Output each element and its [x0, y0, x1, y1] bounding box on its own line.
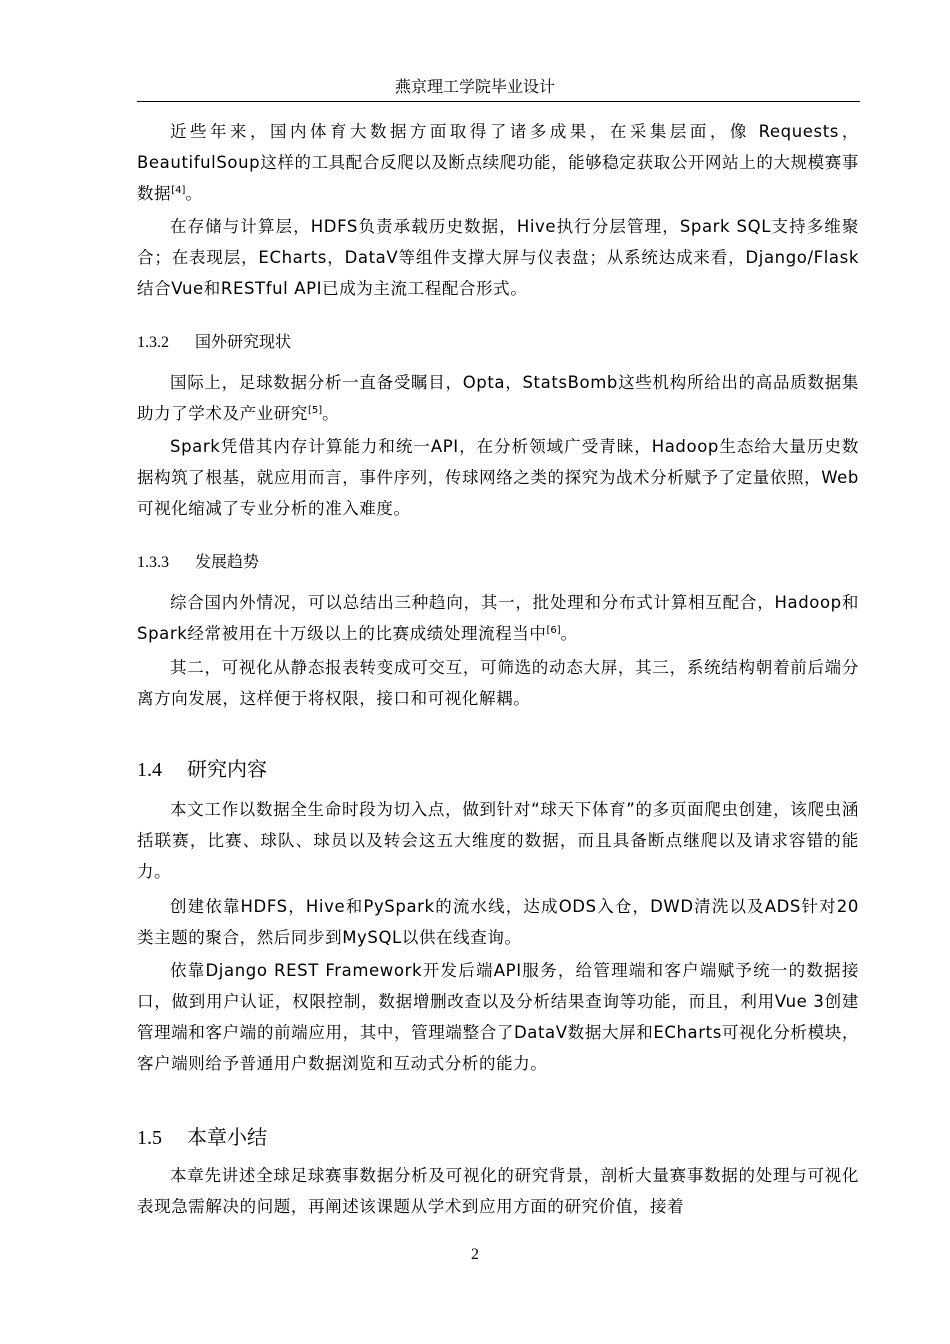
header-rule [137, 101, 860, 102]
page-number: 2 [471, 1246, 479, 1263]
running-header: 燕京理工学院毕业设计 [394, 77, 555, 96]
citation-6: [6] [546, 625, 561, 636]
paragraph-trends-visual: 其二，可视化从静态报表转变成可交互，可筛选的动态大屏，其三，系统结构朝着前后端分离方向发展，这样便于将权限，接口和可视化解耦。 [137, 658, 859, 708]
citation-4: [4] [171, 185, 186, 196]
section-heading-1-3-3: 1.3.3 发展趋势 [137, 552, 260, 571]
paragraph-chapter-summary: 本章先讲述全球足球赛事数据分析及可视化的研究背景，剖析大量赛事数据的处理与可视化表现急需解决的问题，再阐述该课题从学术到应用方面的研究价值，接着 [137, 1166, 859, 1216]
paragraph-domestic-collection: 近些年来，国内体育大数据方面取得了诸多成果，在采集层面，像 Requests，BeautifulSoup这样的工具配合反爬以及断点续爬功能，能够稳定获取公开网站上的大规模赛事数据[4]。 [137, 122, 859, 203]
paragraph-research-pipeline: 创建依靠HDFS，Hive和PySpark的流水线，达成ODS入仓，DWD清洗以及ADS针对20类主题的聚合，然后同步到MySQL以供在线查询。 [137, 897, 859, 947]
paragraph-trends-batch: 综合国内外情况，可以总结出三种趋向，其一，批处理和分布式计算相互配合，Hadoop和Spark经常被用在十万级以上的比赛成绩处理流程当中[6]。 [137, 593, 859, 643]
paragraph-domestic-storage: 在存储与计算层，HDFS负责承载历史数据，Hive执行分层管理，Spark SQL支持多维聚合；在表现层，ECharts，DataV等组件支撑大屏与仪表盘；从系统达成来看，Django/Flask结合Vue和RESTful API已成为主流工程配合形式。 [137, 217, 859, 298]
section-heading-1-5: 1.5 本章小结 [137, 1125, 267, 1149]
paragraph-research-crawler: 本文工作以数据全生命时段为切入点，做到针对“球天下体育”的多页面爬虫创建，该爬虫涵括联赛，比赛、球队、球员以及转会这五大维度的数据，而且具备断点继爬以及请求容错的能力。 [137, 800, 859, 881]
citation-5: [5] [308, 405, 323, 416]
paragraph-research-backend: 依靠Django REST Framework开发后端API服务，给管理端和客户端赋予统一的数据接口，做到用户认证，权限控制，数据增删改查以及分析结果查询等功能，而且，利用Vue 3创建管理端和客户端的前端应用，其中，管理端整合了DataV数据大屏和ECharts可视化分析模块，客户端则给予普通用户数据浏览和互动式分析的能力。 [137, 961, 859, 1073]
paragraph-foreign-spark: Spark凭借其内存计算能力和统一API，在分析领域广受青睐，Hadoop生态给大量历史数据构筑了根基，就应用而言，事件序列，传球网络之类的探究为战术分析赋予了定量依照，Web可视化缩减了专业分析的准入难度。 [137, 437, 859, 518]
section-heading-1-4: 1.4 研究内容 [137, 757, 267, 781]
paragraph-foreign-datasets: 国际上，足球数据分析一直备受瞩目，Opta，StatsBomb这些机构所给出的高品质数据集助力了学术及产业研究[5]。 [137, 373, 859, 423]
section-heading-1-3-2: 1.3.2 国外研究现状 [137, 332, 292, 351]
